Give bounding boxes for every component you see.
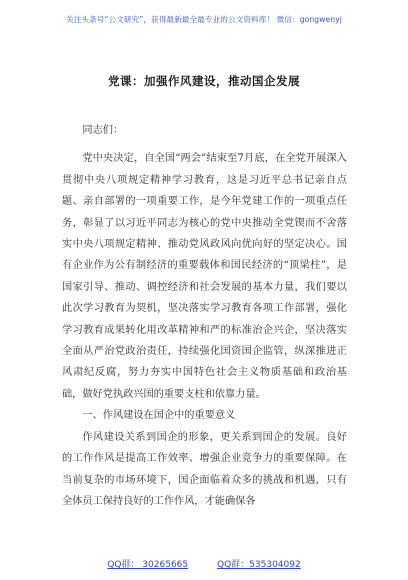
paragraph-section-1: 作风建设关系到国企的形象，更关系到国企的发展。良好的工作作风是提高工作效率、增强企业竞争力的重要保障。在当前复杂的市场环境下，国企面临着众多的挑战和机遇，只有全体员工保持良好的工作作风，才能确保各 xyxy=(62,431,347,507)
footer-qq-groups xyxy=(0,557,408,570)
paragraph-intro: 党中央决定，自全国“两会”结束至7月底，在全党开展深入贯彻中央八项规定精神学习教育，这是习近平总书记亲自点题、亲自部署的一项重要工作，是今年党建工作的一项重点任务，彰显了以习近平同志为核心的党中央推动全党锲而不舍落实中央八项规定精神、推动党风政风向优向好的坚定决心。国有企业作为公有制经济的重要载体和国民经济的“顶梁柱”，是国家引导、推动、调控经济和社会发展的基本力量，我们要以此次学习教育为契机，坚决落实学习教育各项工作部署，强化学习教育成果转化用改革精神和严的标准治企兴企，坚决落实全面从严治党政治责任，持续强化国资国企监管，纵深推进正风肃纪反腐，努力夯实中国特色社会主义物质基础和政治基础，做好党执政兴国的重要支柱和依靠力量。 xyxy=(62,153,347,400)
document-title: 党课：加强作风建设，推动国企发展 xyxy=(108,74,300,88)
qq-group-1[interactable]: QQ群： 30265665 xyxy=(107,560,189,570)
section-heading: 一、作风建设在国企中的重要意义 xyxy=(82,410,236,422)
greeting: 同志们： xyxy=(82,125,124,136)
header-note: 关注头条号“公文研究”，获得最新最全最专业的公文资料库！ 微信：gongwenyj xyxy=(66,15,342,24)
qq-group-2[interactable]: QQ群：535304092 xyxy=(217,560,301,570)
document-body xyxy=(62,120,347,512)
